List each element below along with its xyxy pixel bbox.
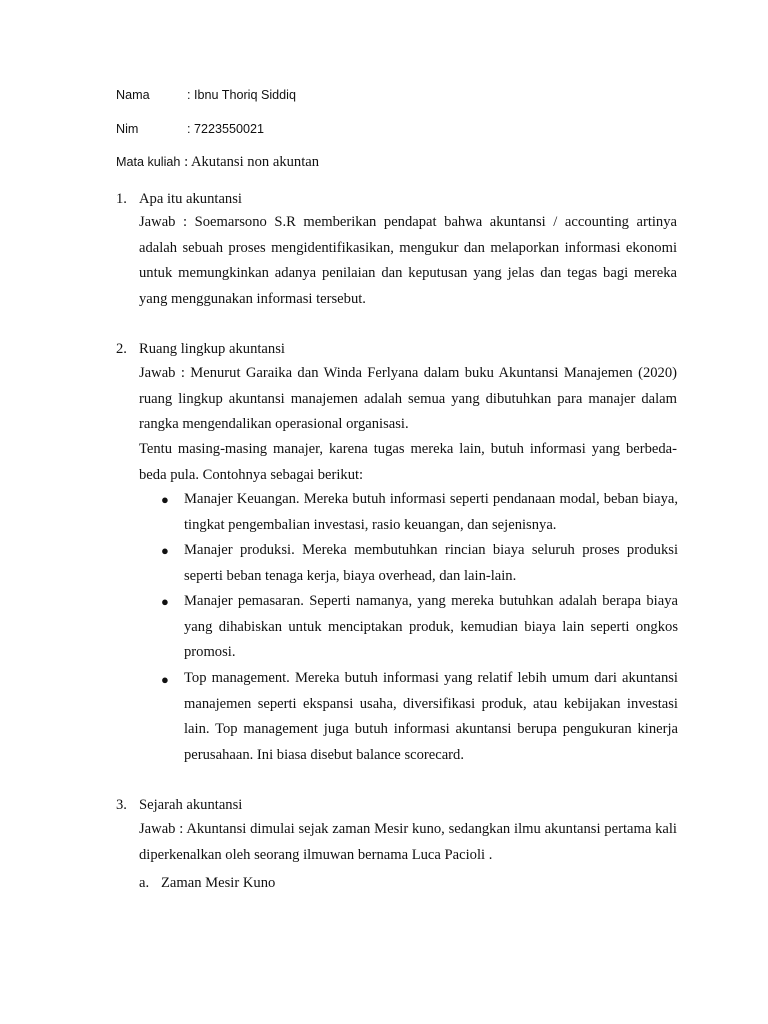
name-value: : Ibnu Thoriq Siddiq [187,88,296,102]
bullet-item-1: Manajer Keuangan. Mereka butuh informasi seperti pendanaan modal, beban biaya, tingkat pengembalian investasi, rasio keuangan, dan sejenisnya. [184,491,678,533]
section-2-number: 2. [116,341,127,357]
bullet-item-4: Top management. Mereka butuh informasi yang relatif lebih umum dari akuntansi manajemen seperti ekspansi usaha, diversifikasi produk, atau kebijakan investasi lain. Top management juga butuh informasi akuntansi berupa pengukuran kinerja perusahaan. Ini biasa disebut balance scorecard. [184,670,678,763]
section-1-title: Apa itu akuntansi [139,191,242,207]
section-3-title: Sejarah akuntansi [139,797,243,813]
section-3-answer: Jawab : Akuntansi dimulai sejak zaman Mesir kuno, sedangkan ilmu akuntansi pertama kali diperkenalkan oleh seorang ilmuwan bernama Luca Pacioli . [139,821,677,863]
section-1-number: 1. [116,191,127,207]
name-label: Nama [116,88,150,102]
bullet-marker: ● [161,672,169,687]
bullet-item-3: Manajer pemasaran. Seperti namanya, yang mereka butuhkan adalah berapa biaya yang dihabiskan untuk menciptakan produk, kemudian biaya lain seperti ongkos promosi. [184,593,678,660]
section-2-title: Ruang lingkup akuntansi [139,341,285,357]
bullet-item-2: Manajer produksi. Mereka membutuhkan rincian biaya seluruh proses produksi seperti beban tenaga kerja, biaya overhead, dan lain-lain. [184,542,678,584]
bullet-marker: ● [161,543,169,558]
section-2-answer: Jawab : Menurut Garaika dan Winda Ferlyana dalam buku Akuntansi Manajemen (2020) ruang lingkup akuntansi manajemen adalah semua yang dibutuhkan para manajer dalam rangka mengendalikan operasional organisasi. [139,365,677,432]
course-value: : Akutansi non akuntan [184,154,320,170]
bullet-marker: ● [161,492,169,507]
nim-value: : 7223550021 [187,122,265,136]
section-2-paragraph-2: Tentu masing-masing manajer, karena tugas mereka lain, butuh informasi yang berbeda-beda pula. Contohnya sebagai berikut: [139,441,677,483]
section-3-number: 3. [116,797,127,813]
course-label: Mata kuliah [116,155,181,169]
subitem-text: Zaman Mesir Kuno [161,875,276,891]
bullet-marker: ● [161,594,169,609]
course-line [116,154,319,171]
subitem-letter: a. [139,875,150,891]
nim-label: Nim [116,122,139,136]
section-1-answer: Jawab : Soemarsono S.R memberikan pendapat bahwa akuntansi / accounting artinya adalah sebuah proses mengidentifikasikan, mengukur dan melaporkan informasi ekonomi untuk memungkinkan adanya penilaian dan keputusan yang jelas dan tegas bagi mereka yang menggunakan informasi tersebut. [139,214,677,307]
